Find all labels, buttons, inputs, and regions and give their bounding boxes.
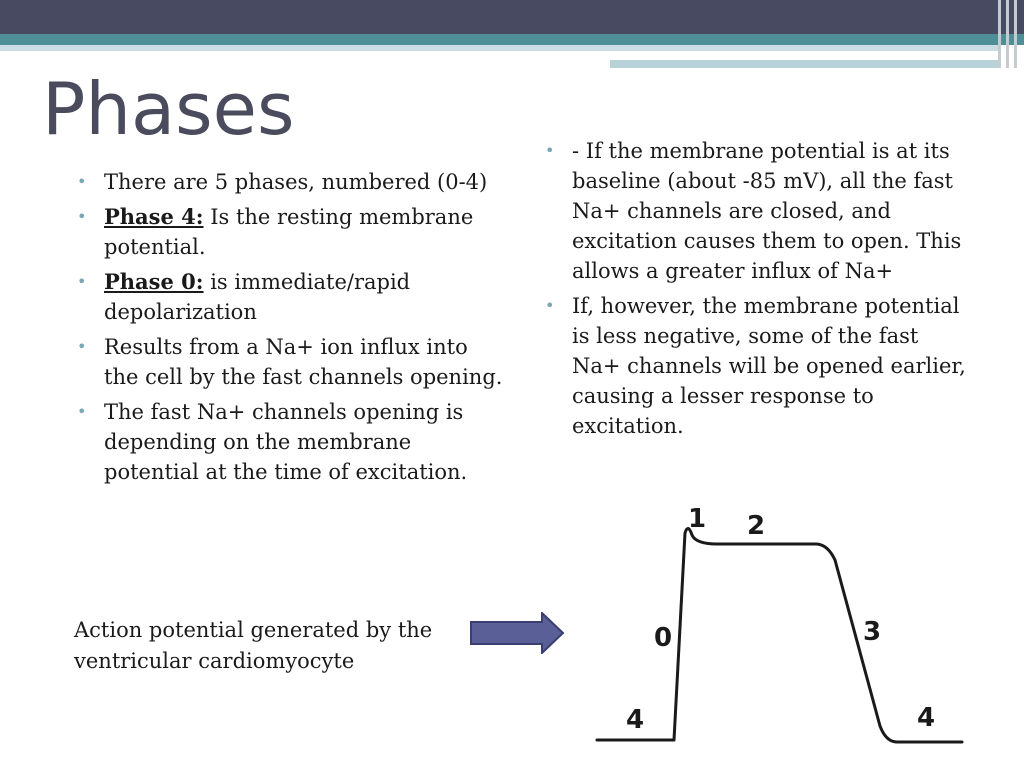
arrow-shape [471,613,563,653]
bullet-text: There are 5 phases, numbered (0-4) [104,170,488,194]
bullet-item [74,332,504,392]
phase-label-3: 3 [863,617,882,647]
bullet-dot: • [77,272,87,291]
bullet-item [74,397,504,487]
phase-label-0: 0 [654,623,673,653]
slide-title: Phases [42,67,295,151]
bullet-lead: Phase 4: [104,204,204,229]
phase-label-1: 1 [688,504,707,534]
bullet-dot: • [77,172,87,191]
left-bullet-list [74,167,504,492]
right-arrow-icon [470,612,565,654]
bullet-dot: • [545,296,555,315]
header-vertical-lines [994,0,1024,68]
phase-label-4-right: 4 [917,703,936,733]
action-potential-diagram [592,498,972,753]
bullet-item [74,202,504,262]
header-strip-right [610,60,1000,68]
bullet-item [542,136,972,286]
header-bar-teal [0,34,1024,45]
bullet-dot: • [77,402,87,421]
header-strip [0,45,1000,51]
diagram-caption: Action potential generated by the ventricular cardiomyocyte [74,618,433,673]
phase-label-2: 2 [747,511,766,541]
header-bar-dark [0,0,1024,34]
bullet-text: Is the resting membrane potential. [104,205,474,259]
bullet-text: Results from a Na+ ion influx into the cell by the fast channels opening. [104,335,503,389]
bullet-text: If, however, the membrane potential is less negative, some of the fast Na+ channels will be opened earlier, causing a lesser response to excitation. [572,294,966,438]
bullet-dot: • [77,337,87,356]
bullet-item [74,167,504,197]
bullet-dot: • [545,141,555,160]
phase-label-4-left: 4 [626,705,645,735]
right-bullet-list [542,136,972,446]
bullet-lead: Phase 0: [104,269,204,294]
bullet-item [542,291,972,441]
bullet-dot: • [77,207,87,226]
bullet-item [74,267,504,327]
header-strip-highlight [610,58,950,60]
action-potential-curve [597,528,962,742]
bullet-text: - If the membrane potential is at its baseline (about -85 mV), all the fast Na+ channels are closed, and excitation causes them to open. This allows a greater influx of Na+ [572,139,962,283]
bullet-text: The fast Na+ channels opening is depending on the membrane potential at the time of excitation. [104,400,468,484]
bullet-text: is immediate/rapid depolarization [104,270,411,324]
